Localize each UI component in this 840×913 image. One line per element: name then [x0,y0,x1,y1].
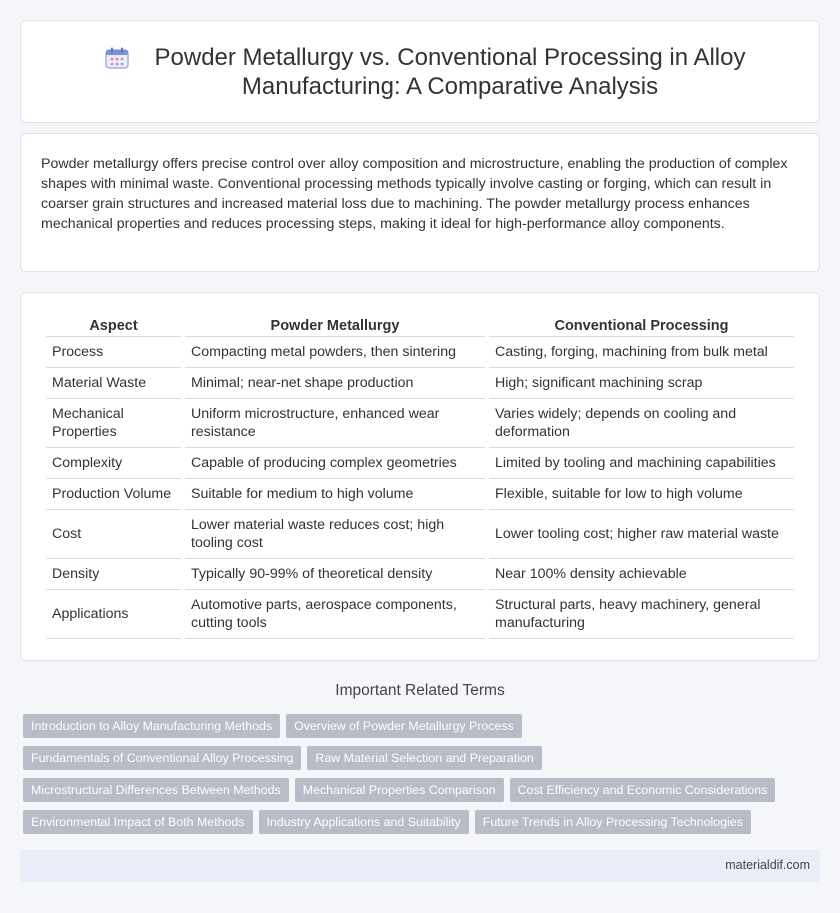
row-aspect: Complexity [46,448,181,479]
related-term-tag[interactable]: Mechanical Properties Comparison [295,778,504,802]
row-powder-metallurgy: Compacting metal powders, then sintering [185,337,485,368]
row-powder-metallurgy: Lower material waste reduces cost; high tooling cost [185,510,485,559]
row-aspect: Mechanical Properties [46,399,181,448]
related-term-tag[interactable]: Environmental Impact of Both Methods [23,810,253,834]
row-conventional: Lower tooling cost; higher raw material waste [489,510,794,559]
title-card [20,20,820,123]
table-row [46,399,794,448]
related-term-tag[interactable]: Overview of Powder Metallurgy Process [286,714,522,738]
row-conventional: High; significant machining scrap [489,368,794,399]
comparison-table [42,312,798,639]
row-aspect: Applications [46,590,181,639]
row-powder-metallurgy: Uniform microstructure, enhanced wear resistance [185,399,485,448]
row-conventional: Flexible, suitable for low to high volume [489,479,794,510]
related-terms-list [23,714,803,834]
column-header-powder-metallurgy: Powder Metallurgy [185,312,485,337]
related-term-tag[interactable]: Cost Efficiency and Economic Considerations [510,778,776,802]
table-row [46,368,794,399]
related-term-tag[interactable]: Raw Material Selection and Preparation [307,746,541,770]
row-powder-metallurgy: Typically 90-99% of theoretical density [185,559,485,590]
row-aspect: Production Volume [46,479,181,510]
related-term-tag[interactable]: Industry Applications and Suitability [259,810,469,834]
row-conventional: Casting, forging, machining from bulk metal [489,337,794,368]
row-powder-metallurgy: Capable of producing complex geometries [185,448,485,479]
related-term-tag[interactable]: Microstructural Differences Between Methods [23,778,289,802]
table-row [46,590,794,639]
table-row [46,559,794,590]
related-term-tag[interactable]: Introduction to Alloy Manufacturing Methods [23,714,280,738]
comparison-card [20,292,820,661]
column-header-aspect: Aspect [46,312,181,337]
row-powder-metallurgy: Suitable for medium to high volume [185,479,485,510]
table-row [46,337,794,368]
related-term-tag[interactable]: Fundamentals of Conventional Alloy Processing [23,746,301,770]
column-header-conventional-processing: Conventional Processing [489,312,794,337]
row-aspect: Material Waste [46,368,181,399]
intro-paragraph: Powder metallurgy offers precise control over alloy composition and microstructure, enabling the production of complex shapes with minimal waste. Conventional processing methods typically involve casting or forging, which can result in coarser grain structures and increased material loss due to machining. The powder metallurgy process enhances mechanical properties and reduces processing steps, making it ideal for high-performance alloy components. [41,156,788,232]
row-aspect: Density [46,559,181,590]
intro-card [20,133,820,272]
row-aspect: Cost [46,510,181,559]
row-aspect: Process [46,337,181,368]
related-terms-heading: Important Related Terms [335,682,505,699]
row-conventional: Varies widely; depends on cooling and deformation [489,399,794,448]
row-powder-metallurgy: Minimal; near-net shape production [185,368,485,399]
row-powder-metallurgy: Automotive parts, aerospace components, cutting tools [185,590,485,639]
row-conventional: Structural parts, heavy machinery, general manufacturing [489,590,794,639]
page-title: Powder Metallurgy vs. Conventional Processing in Alloy Manufacturing: A Comparative Analysis [154,44,746,100]
footer-site-name[interactable]: materialdif.com [725,858,810,872]
row-conventional: Limited by tooling and machining capabilities [489,448,794,479]
footer [20,850,820,882]
row-conventional: Near 100% density achievable [489,559,794,590]
related-term-tag[interactable]: Future Trends in Alloy Processing Technologies [475,810,751,834]
table-row [46,479,794,510]
table-row [46,448,794,479]
table-row [46,510,794,559]
table-header-row [46,312,794,337]
